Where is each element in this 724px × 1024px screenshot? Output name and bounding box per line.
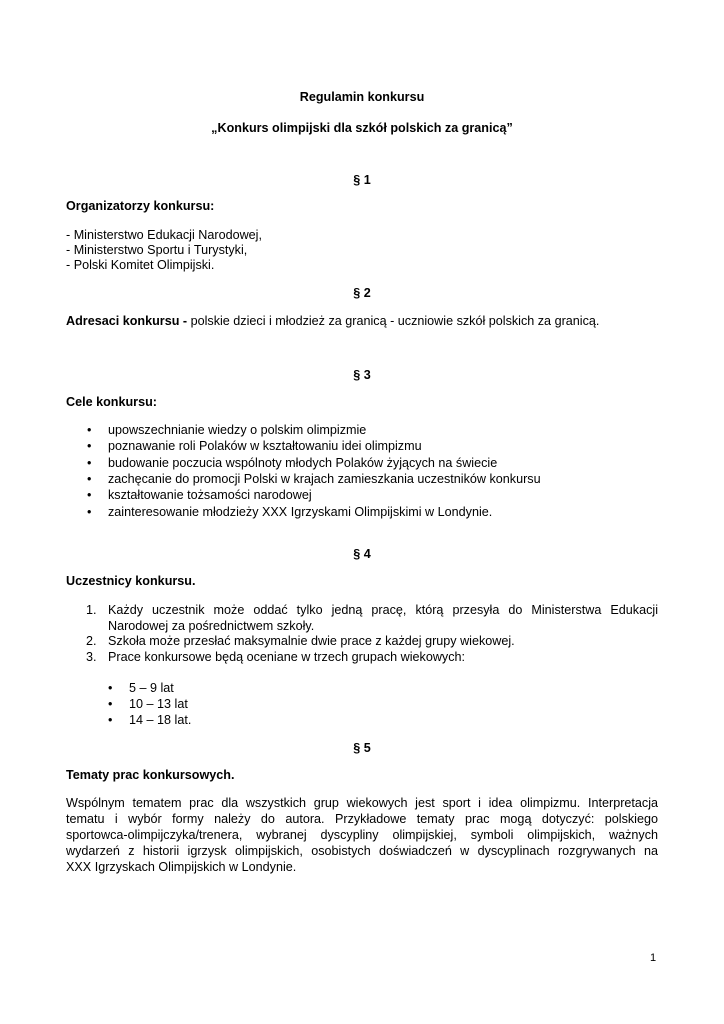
list-item: Każdy uczestnik może oddać tylko jedną pracę, którą przesyła do Ministerstwa Edukacji xyxy=(108,603,658,617)
bullet-icon: • xyxy=(87,505,92,519)
paragraph-line: sportowca-olimpijczyka/trenera, wybranej dyscypliny olimpijskiej, symboli olimpijskich, ważnych xyxy=(66,828,658,842)
organizer-line: - Ministerstwo Sportu i Turystyki, xyxy=(66,243,248,257)
list-number: 2. xyxy=(86,634,97,648)
section-1-mark: § 1 xyxy=(353,173,371,187)
paragraph-line: tematu i wybór formy należy do autora. Przykładowe tematy prac mogą dotyczyć: polskiego xyxy=(66,812,658,826)
section-2-text: polskie dzieci i młodzież za granicą - uczniowie szkół polskich za granicą. xyxy=(190,314,600,328)
paragraph-line: wydarzeń z historii igrzysk olimpijskich, osobistych doświadczeń w dyscyplinach rozgrywanych na xyxy=(66,844,658,858)
bullet-icon: • xyxy=(87,456,92,470)
bullet-icon: • xyxy=(87,439,92,453)
list-item-continuation: Narodowej za pośrednictwem szkoły. xyxy=(108,619,315,633)
section-4-heading: Uczestnicy konkursu. xyxy=(66,574,196,588)
document-page: Regulamin konkursu „Konkurs olimpijski dla szkół polskich za granicą” § 1 Organizatorzy konkursu: - Ministerstwo Edukacji Narodowej, - Ministerstwo Sportu i Turystyki, - Polski Komitet Olimpijski. § 2 Adresaci konkursu - polskie dzieci i młodzież za granicą - uczniowie szkół polskich za granicą. § 3 Cele konkursu: • upowszechnianie wiedzy o polskim olimpizmie • poznawanie roli Polaków w kształtowaniu idei olimpizmu • budowanie poczucia wspólnoty młodych Polaków żyjących na świecie • zachęcanie do promocji Polski w krajach zamieszkania uczestników konkursu • kształtowanie tożsamości narodowej • zainteresowanie młodzieży XXX Igrzyskami Olimpijskimi w Londynie. § 4 Uczestnicy konkursu. 1. Każdy uczestnik może oddać tylko jedną pracę, którą przesyła do Ministerstwa Edukacji Narodowej za pośrednictwem szkoły. 2. Szkoła może przesłać maksymalnie dwie prace z każdej grupy wiekowej. 3. Prace konkursowe będą oceniane w trzech grupach wiekowych: • 5 – 9 lat • 10 – 13 lat • 14 – 18 lat. § 5 Tematy prac konkursowych. Wspólnym tematem prac dla wszystkich grup wiekowych jest sport i idea olimpizmu. Interpretacja tematu i wybór formy należy do autora. Przykładowe tematy prac mogą dotyczyć: polskiego sportowca-olimpijczyka/trenera, wybranej dyscypliny olimpijskiej, symboli olimpijskich, ważnych wydarzeń z historii igrzysk olimpijskich, osobistych doświadczeń w dyscyplinach rozgrywanych na XXX Igrzyskach Olimpijskich w Londynie. 1 xyxy=(66,90,658,964)
list-item: Prace konkursowe będą oceniane w trzech grupach wiekowych: xyxy=(108,650,466,664)
section-3-mark: § 3 xyxy=(353,368,371,382)
document-subtitle: „Konkurs olimpijski dla szkół polskich za granicą” xyxy=(211,121,513,135)
list-item: Szkoła może przesłać maksymalnie dwie prace z każdej grupy wiekowej. xyxy=(108,634,515,648)
section-5-mark: § 5 xyxy=(353,741,371,755)
bullet-icon: • xyxy=(87,488,92,502)
organizer-line: - Polski Komitet Olimpijski. xyxy=(66,258,215,272)
bullet-icon: • xyxy=(108,681,113,695)
bullet-icon: • xyxy=(108,697,113,711)
bullet-icon: • xyxy=(87,423,92,437)
section-5-heading: Tematy prac konkursowych. xyxy=(66,768,235,782)
document-title: Regulamin konkursu xyxy=(299,90,425,104)
paragraph-line: XXX Igrzyskach Olimpijskich w Londynie. xyxy=(66,860,297,874)
section-2-heading: Adresaci konkursu - xyxy=(66,314,191,328)
section-2-paragraph xyxy=(66,313,599,329)
section-4-mark: § 4 xyxy=(353,547,371,561)
paragraph-line: Wspólnym tematem prac dla wszystkich grup wiekowych jest sport i idea olimpizmu. Interpretacja xyxy=(66,796,658,810)
list-number: 1. xyxy=(86,603,97,617)
bullet-icon: • xyxy=(108,713,113,727)
section-1-heading: Organizatorzy konkursu: xyxy=(66,199,215,213)
list-number: 3. xyxy=(86,650,97,664)
section-3-heading: Cele konkursu: xyxy=(66,395,157,409)
page-number: 1 xyxy=(650,952,657,964)
organizer-line: - Ministerstwo Edukacji Narodowej, xyxy=(66,228,262,242)
section-2-mark: § 2 xyxy=(353,286,371,300)
bullet-icon: • xyxy=(87,472,92,486)
